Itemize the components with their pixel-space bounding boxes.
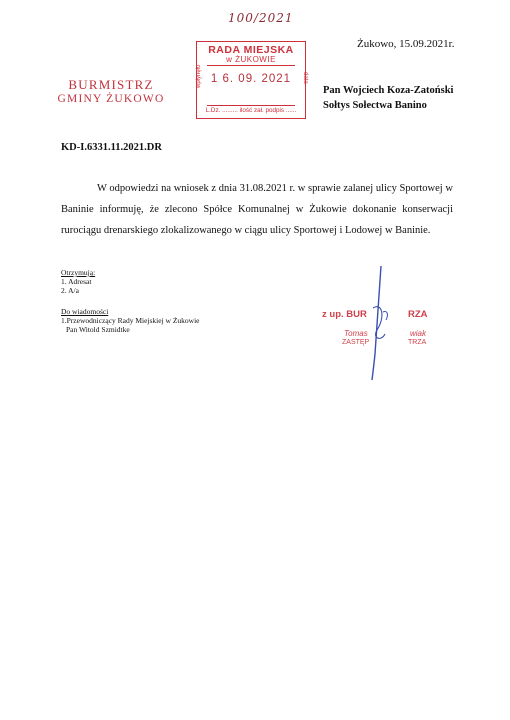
receivers-heading: Otrzymują: bbox=[61, 268, 96, 277]
signature-line-1a: z up. BUR bbox=[322, 309, 367, 320]
mayor-municipality: GMINY ŻUKOWO bbox=[57, 92, 165, 105]
list-item: 1.Przewodniczący Rady Miejskiej w Żukowie bbox=[61, 316, 200, 325]
stamp-footer: L.Dz. ......... ilość zał. podpis ...... bbox=[205, 107, 297, 114]
list-item: 1. Adresat bbox=[61, 277, 92, 286]
signature-line-3a: ZASTĘP bbox=[342, 339, 370, 346]
stamp-date: 1 6. 09. 2021 bbox=[210, 73, 292, 85]
receivers-list bbox=[61, 268, 95, 295]
mayor-title: BURMISTRZ bbox=[68, 77, 154, 92]
handwritten-number: 100/2021 bbox=[228, 11, 294, 25]
stamp-date-label: data bbox=[302, 72, 309, 84]
reference-number: KD-I.6331.11.2021.DR bbox=[61, 142, 162, 153]
reception-stamp bbox=[196, 41, 309, 119]
for-info-heading: Do wiadomości bbox=[61, 307, 109, 316]
place-date: Żukowo, 15.09.2021r. bbox=[357, 38, 455, 50]
signature-line-2a: Tomas bbox=[344, 329, 368, 338]
handwritten-signature bbox=[355, 262, 415, 382]
stamp-org: RADA MIEJSKA bbox=[208, 44, 294, 56]
stamp-sub: w ŻUKOWIE bbox=[226, 55, 276, 64]
signature-line-3b: TRZA bbox=[408, 339, 427, 346]
mayor-header-stamp bbox=[52, 78, 170, 106]
for-info-list bbox=[61, 307, 200, 334]
stamp-date-box bbox=[207, 65, 295, 106]
letter-body: W odpowiedzi na wniosek z dnia 31.08.2021 r. w sprawie zalanej ulicy Sportowej w Baninie informuję, że zlecono Spółce Komunalnej w Żukowie dokonanie konserwacji rurociągu drenarskiego zlokalizowanego w ciągu ulicy Sportowej i Lodowej w Baninie. bbox=[61, 183, 453, 236]
recipient-block bbox=[323, 83, 453, 113]
signature-line-2b: wiak bbox=[410, 329, 427, 338]
list-item: 2. A/a bbox=[61, 286, 79, 295]
stamp-received-label: wpłynęło bbox=[196, 64, 202, 88]
recipient-name: Pan Wojciech Koza-Zatoński bbox=[323, 85, 454, 96]
signature-line-1b: RZA bbox=[408, 309, 428, 320]
recipient-role: Sołtys Sołectwa Banino bbox=[323, 100, 427, 111]
list-item: Pan Witold Szmidtke bbox=[66, 325, 130, 334]
